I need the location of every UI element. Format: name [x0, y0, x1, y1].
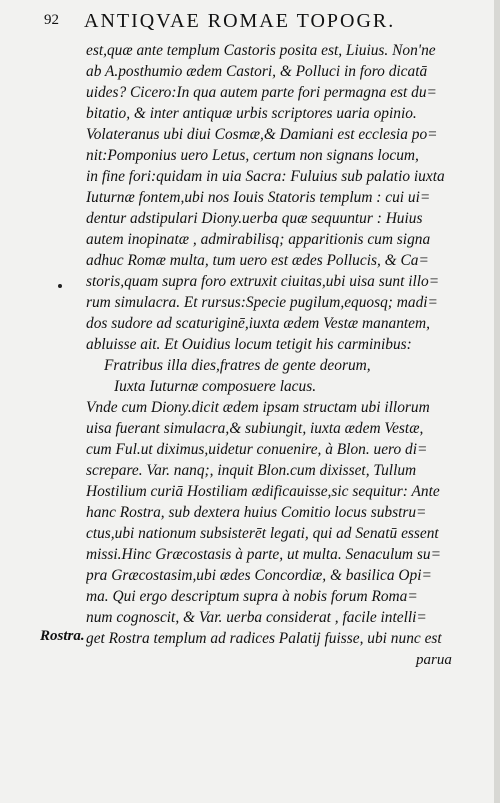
text-line: rum simulacra. Et rursus:Specie pugilum,equosq; madi=	[86, 294, 438, 311]
text-line: storis,quam supra foro extruxit ciuitas,ubi uisa sunt illo=	[86, 273, 440, 290]
text-line: Hostilium curiā Hostiliam ædificauisse,sic sequitur: Ante	[86, 483, 440, 500]
text-line: in fine fori:quidam in uia Sacra: Fuluius sub palatio iuxta	[86, 168, 445, 185]
text-line: dos sudore ad scaturiginē,iuxta ædem Vestæ manantem,	[86, 315, 430, 332]
ink-speck	[58, 284, 62, 288]
verse-line: Iuxta Iuturnæ composuere lacus.	[114, 378, 317, 395]
text-line: screpare. Var. nanq;, inquit Blon.cum dixisset, Tullum	[86, 462, 417, 479]
text-line: adhuc Romæ multa, tum uero est ædes Pollucis, & Ca=	[86, 252, 429, 269]
text-line: ma. Qui ergo descriptum supra à nobis forum Roma=	[86, 588, 418, 605]
text-line: get Rostra templum ad radices Palatij fuisse, ubi nunc est	[86, 630, 442, 647]
text-line: hanc Rostra, sub dextera huius Comitio locus substru=	[86, 504, 427, 521]
text-line: Volateranus ubi diui Cosmæ,& Damiani est ecclesia po=	[86, 126, 438, 143]
text-line: uides? Cicero:In qua autem parte fori permagna est du=	[86, 84, 437, 101]
text-line: est,quæ ante templum Castoris posita est, Liuius. Non'ne	[86, 42, 436, 59]
text-line: missi.Hinc Græcostasis à parte, ut multa. Senaculum su=	[86, 546, 441, 563]
text-line: dentur adstipulari Diony.uerba quæ sequuntur : Huius	[86, 210, 423, 227]
verse-line: Fratribus illa dies,fratres de gente deorum,	[104, 357, 371, 374]
text-line: cum Ful.ut diximus,uidetur conuenire, à Blon. uero di=	[86, 441, 428, 458]
catchword: parua	[416, 652, 452, 668]
text-line: ctus,ubi nationum subsisterēt legati, qui ad Senatū essent	[86, 525, 439, 542]
text-line: num cognoscit, & Var. uerba considerat , facile intelli=	[86, 609, 427, 626]
text-line: autem inopinatæ , admirabilisq; apparitionis cum signa	[86, 231, 431, 248]
text-line: abluisse ait. Et Ouidius locum tetigit his carminibus:	[86, 336, 412, 353]
text-line: Vnde cum Diony.dicit ædem ipsam structam ubi illorum	[86, 399, 430, 416]
page-header	[44, 12, 482, 38]
page-number: 92	[44, 12, 59, 28]
text-line: nit:Pomponius uero Letus, certum non signans locum,	[86, 147, 419, 164]
text-line: uisa fuerant simulacra,& subiungit, iuxta ædem Vestæ,	[86, 420, 424, 437]
text-line: bitatio, & inter antiquæ urbis scriptores uaria opinio.	[86, 105, 417, 122]
text-line: pra Græcostasim,ubi ædes Concordiæ, & basilica Opi=	[86, 567, 432, 584]
page-edge	[494, 0, 500, 803]
text-line: Iuturnæ fontem,ubi nos Iouis Statoris templum : cui ui=	[86, 189, 431, 206]
margin-note: Rostra.	[40, 628, 85, 644]
running-head: ANTIQVAE ROMAE TOPOGR.	[84, 10, 396, 32]
text-line: ab A.posthumio ædem Castori, & Polluci in foro dicatā	[86, 63, 428, 80]
